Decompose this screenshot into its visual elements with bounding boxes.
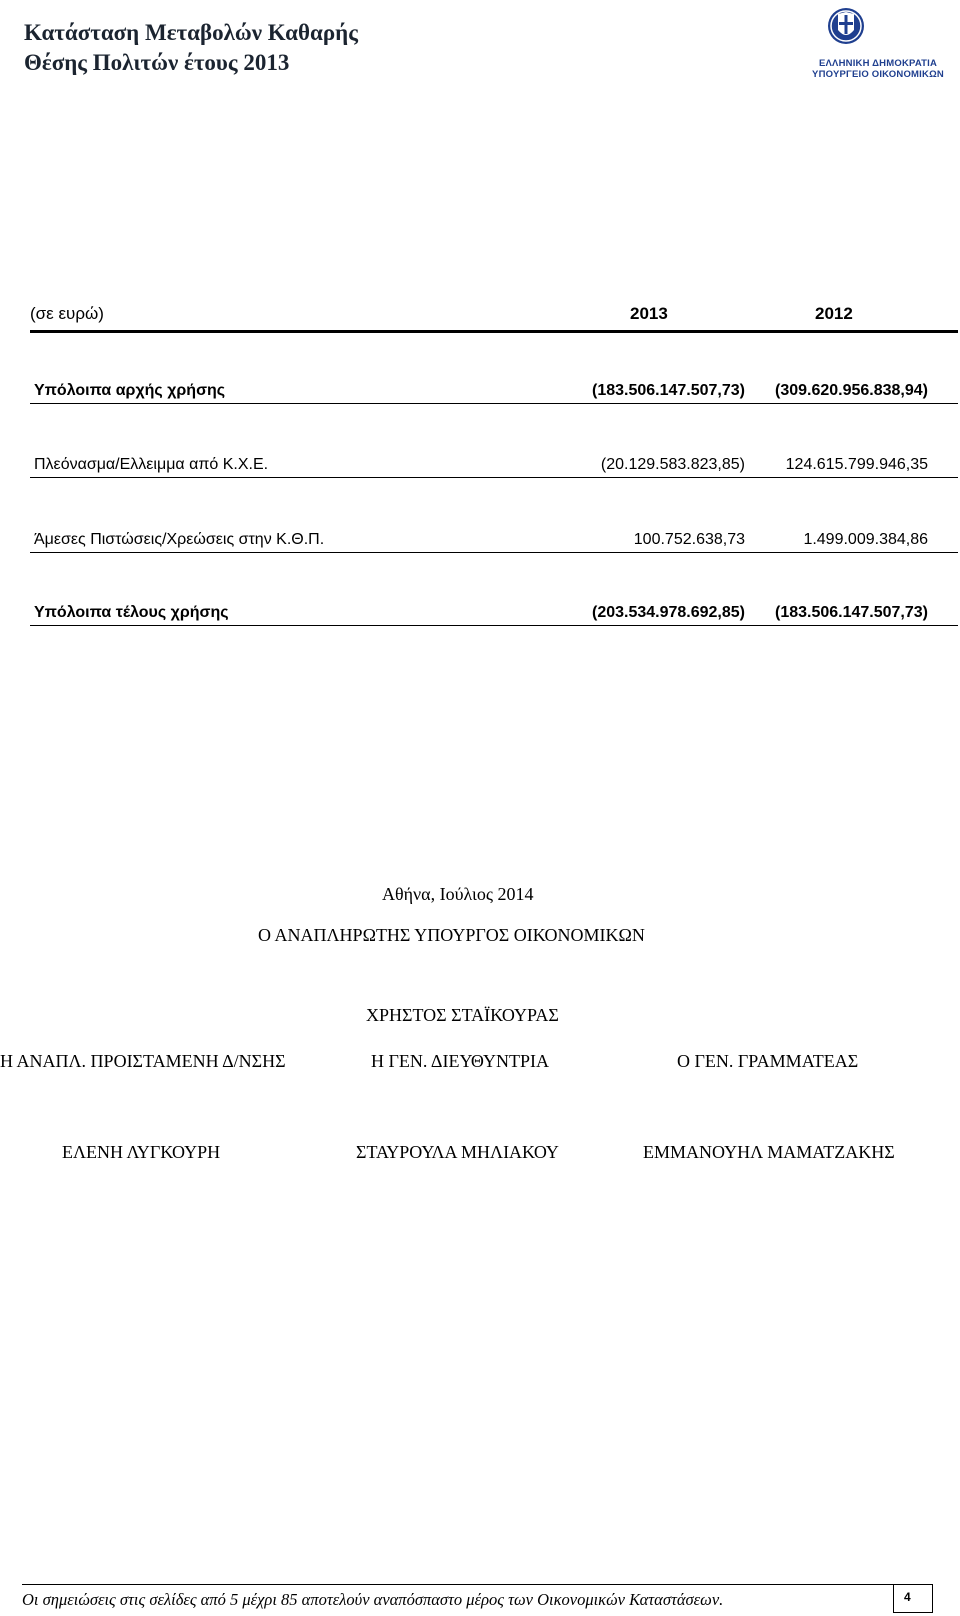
row-divider <box>30 477 958 478</box>
logo-text-line2: ΥΠΟΥΡΓΕΙΟ ΟΙΚΟΝΟΜΙΚΩΝ <box>812 69 944 80</box>
row-value-2012-direct-credits: 1.499.009.384,86 <box>803 531 928 548</box>
minister-name: ΧΡΗΣΤΟΣ ΣΤΑΪΚΟΥΡΑΣ <box>366 1005 559 1025</box>
row-divider <box>30 625 958 626</box>
footer-divider <box>22 1584 932 1585</box>
logo-text-line1: ΕΛΛΗΝΙΚΗ ΔΗΜΟΚΡΑΤΙΑ <box>818 58 938 69</box>
greek-emblem-icon <box>800 4 956 54</box>
official-role-director: Η ΑΝΑΠΛ. ΠΡΟΙΣΤΑΜΕΝΗ Δ/ΝΣΗΣ <box>0 1051 286 1071</box>
header-divider <box>30 330 958 333</box>
page-number-box <box>893 1584 933 1613</box>
row-value-2013-direct-credits: 100.752.638,73 <box>633 531 745 548</box>
document-title-line1: Κατάσταση Μεταβολών Καθαρής <box>24 20 358 45</box>
column-header-2012: 2012 <box>815 304 853 323</box>
row-label-closing-balance: Υπόλοιπα τέλους χρήσης <box>34 604 229 621</box>
row-value-2012-closing-balance: (183.506.147.507,73) <box>774 604 928 621</box>
official-name-director: ΕΛΕΝΗ ΛΥΓΚΟΥΡΗ <box>62 1142 221 1162</box>
row-value-2012-surplus-deficit: 124.615.799.946,35 <box>785 456 928 473</box>
minister-title: Ο ΑΝΑΠΛΗΡΩΤΗΣ ΥΠΟΥΡΓΟΣ ΟΙΚΟΝΟΜΙΚΩΝ <box>258 925 645 945</box>
official-role-general-director: Η ΓΕΝ. ΔΙΕΥΘΥΝΤΡΙΑ <box>371 1051 549 1071</box>
column-header-2013: 2013 <box>630 304 668 323</box>
official-role-general-secretary: Ο ΓΕΝ. ΓΡΑΜΜΑΤΕΑΣ <box>677 1051 859 1071</box>
place-date: Αθήνα, Ιούλιος 2014 <box>382 884 534 904</box>
unit-label: (σε ευρώ) <box>30 304 104 323</box>
row-label-opening-balance: Υπόλοιπα αρχής χρήσης <box>34 382 226 399</box>
official-name-general-director: ΣΤΑΥΡΟΥΛΑ ΜΗΛΙΑΚΟΥ <box>356 1142 559 1162</box>
row-value-2012-opening-balance: (309.620.956.838,94) <box>774 382 928 399</box>
page-number: 4 <box>904 1590 911 1604</box>
row-value-2013-closing-balance: (203.534.978.692,85) <box>591 604 745 621</box>
row-value-2013-opening-balance: (183.506.147.507,73) <box>591 382 745 399</box>
ministry-logo <box>800 4 956 80</box>
row-divider <box>30 403 958 404</box>
row-divider <box>30 552 958 553</box>
row-label-direct-credits: Άμεσες Πιστώσεις/Χρεώσεις στην Κ.Θ.Π. <box>34 531 325 548</box>
official-name-general-secretary: ΕΜΜΑΝΟΥΗΛ ΜΑΜΑΤΖΑΚΗΣ <box>643 1142 895 1162</box>
footer-note: Οι σημειώσεις στις σελίδες από 5 μέχρι 85 αποτελούν αναπόσπαστο μέρος των Οικονομικών Καταστάσεων. <box>22 1590 724 1609</box>
row-label-surplus-deficit: Πλεόνασμα/Ελλειμμα από Κ.Χ.Ε. <box>34 456 269 473</box>
document-title-line2: Θέσης Πολιτών έτους 2013 <box>24 50 290 75</box>
row-value-2013-surplus-deficit: (20.129.583.823,85) <box>600 456 745 473</box>
